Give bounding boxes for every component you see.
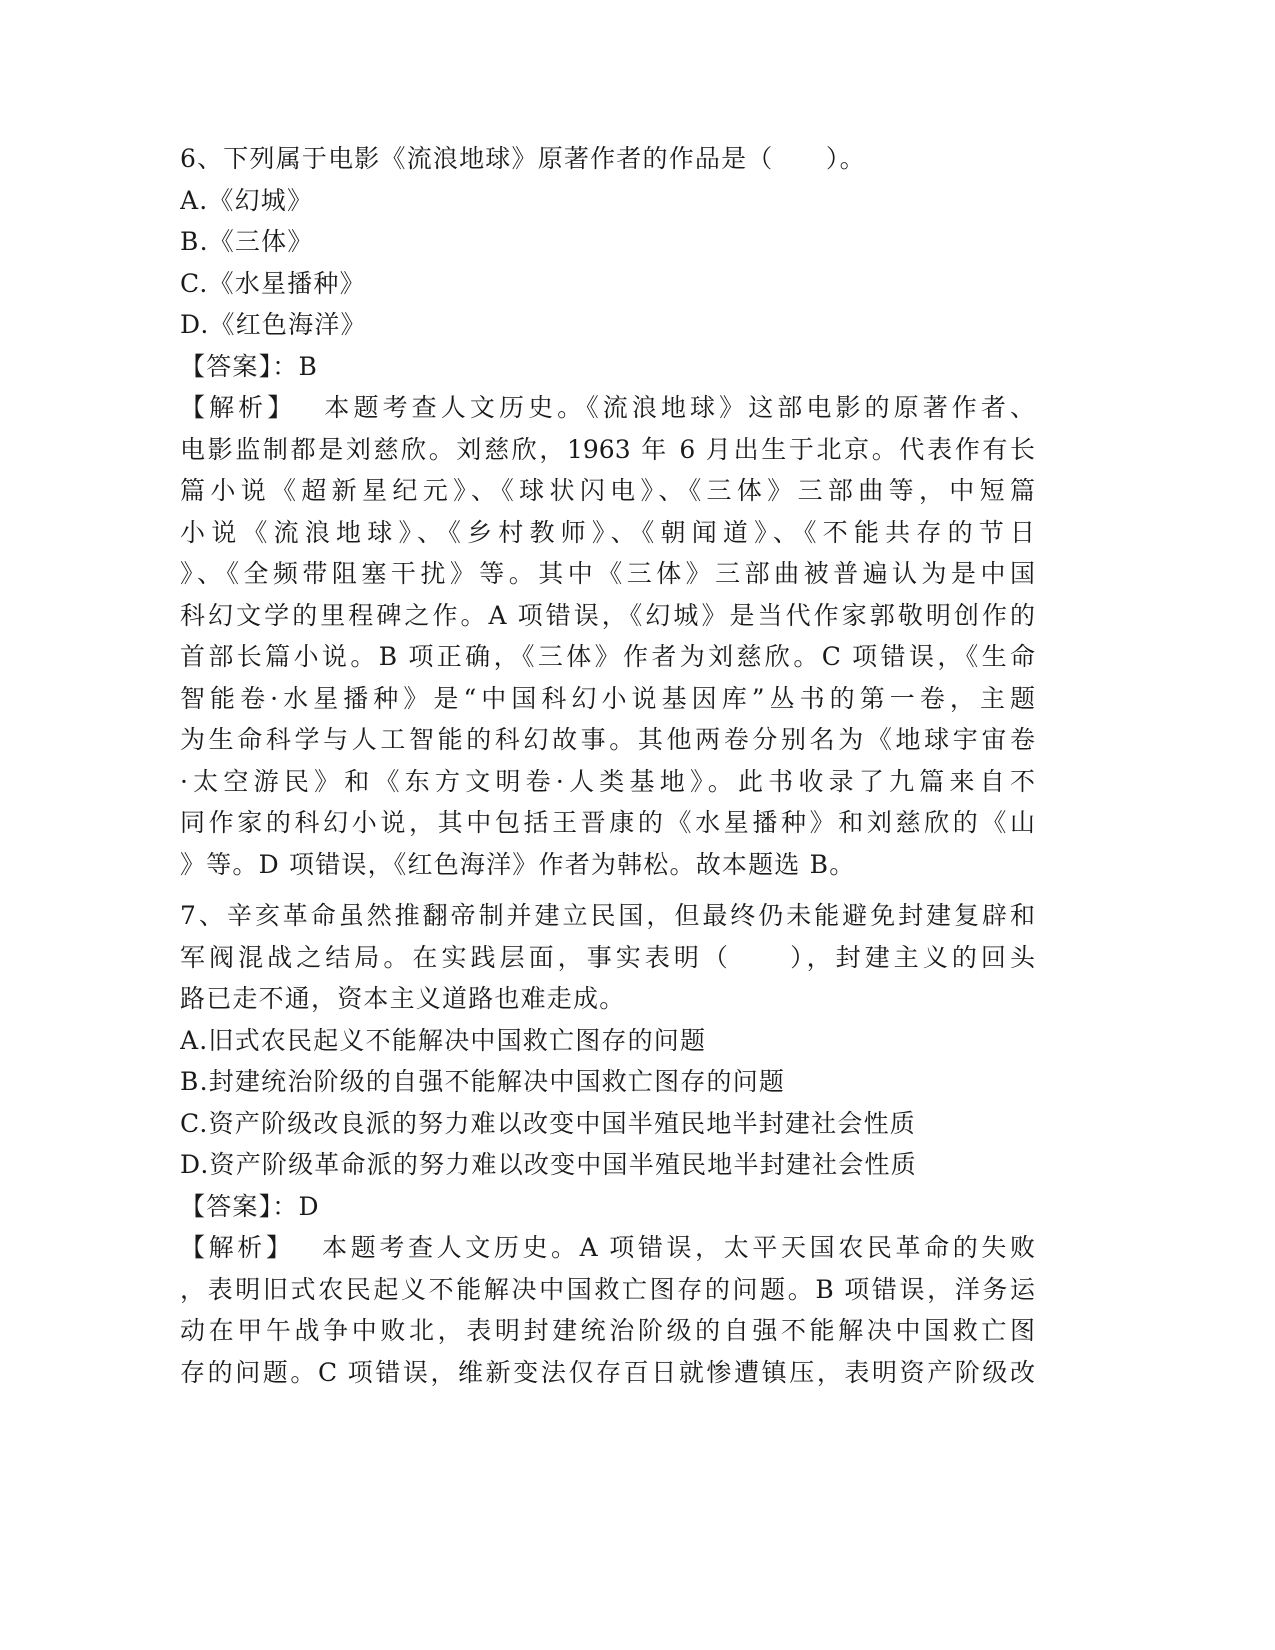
analysis-line: 篇小说《超新星纪元》、《球状闪电》、《三体》三部曲等，中短篇 [180,476,1035,505]
analysis-text: 本题考查人文历史。A 项错误，太平天国农民革命的失败 [318,1233,1035,1262]
analysis-line [180,1227,1035,1269]
option-c: C.《水星播种》 [180,268,366,298]
option-a: A.《幻城》 [180,185,314,215]
analysis-line: 为生命科学与人工智能的科幻故事。其他两卷分别名为《地球宇宙卷 [180,725,1035,754]
question-6 [180,138,1035,885]
document-page [180,138,1035,1393]
question-stem: 6、下列属于电影《流浪地球》原著作者的作品是（ ）。 [180,144,866,173]
analysis-line: 智能卷·水星播种》是“中国科幻小说基因库”丛书的第一卷，主题 [180,683,1035,713]
analysis-line: 动在甲午战争中败北，表明封建统治阶级的自强不能解决中国救亡图 [180,1316,1035,1345]
option-b: B.《三体》 [180,227,314,256]
answer-label: 【答案】： [180,351,299,381]
analysis-line: 存的问题。C 项错误，维新变法仅存百日就惨遭镇压，表明资产阶级改 [180,1357,1035,1387]
analysis-line: 同作家的科幻小说，其中包括王晋康的《水星播种》和刘慈欣的《山 [180,808,1035,837]
analysis-line: ，表明旧式农民起义不能解决中国救亡图存的问题。B 项错误，洋务运 [180,1274,1035,1304]
answer-value: D [298,1191,320,1221]
answer-line [180,346,1035,388]
answer-value: B [298,351,319,381]
answer-line [180,1186,1035,1228]
option-a: A.旧式农民起义不能解决中国救亡图存的问题 [180,1025,707,1055]
analysis-line: ·太空游民》和《东方文明卷·人类基地》。此书收录了九篇来自不 [180,766,1035,796]
analysis-text: 本题考查人文历史。《流浪地球》这部电影的原著作者、 [320,393,1035,422]
analysis-line: 》等。D 项错误，《红色海洋》作者为韩松。故本题选 B。 [180,849,856,879]
option-d: D.资产阶级革命派的努力难以改变中国半殖民地半封建社会性质 [180,1150,917,1179]
option-b: B.封建统治阶级的自强不能解决中国救亡图存的问题 [180,1067,786,1096]
analysis-line: 小说《流浪地球》、《乡村教师》、《朝闻道》、《不能共存的节日 [180,517,1035,547]
analysis-line [180,387,1035,429]
option-c: C.资产阶级改良派的努力难以改变中国半殖民地半封建社会性质 [180,1108,916,1138]
analysis-line: 科幻文学的里程碑之作。A 项错误，《幻城》是当代作家郭敬明创作的 [180,600,1035,630]
question-stem: 路已走不通，资本主义道路也难走成。 [180,984,626,1013]
analysis-line: 》、《全频带阻塞干扰》等。其中《三体》三部曲被普遍认为是中国 [180,559,1035,588]
question-stem: 军阀混战之结局。在实践层面，事实表明（ ），封建主义的回头 [180,942,1035,972]
question-7 [180,895,1035,1393]
question-stem: 7、辛亥革命虽然推翻帝制并建立民国，但最终仍未能避免封建复辟和 [180,901,1035,930]
answer-label: 【答案】： [180,1191,299,1221]
analysis-label: 【解析】 [180,393,297,422]
analysis-line: 电影监制都是刘慈欣。刘慈欣，1963 年 6 月出生于北京。代表作有长 [180,434,1035,464]
option-d: D.《红色海洋》 [180,310,367,339]
analysis-line: 首部长篇小说。B 项正确，《三体》作者为刘慈欣。C 项错误，《生命 [180,642,1035,671]
analysis-label: 【解析】 [180,1233,295,1262]
